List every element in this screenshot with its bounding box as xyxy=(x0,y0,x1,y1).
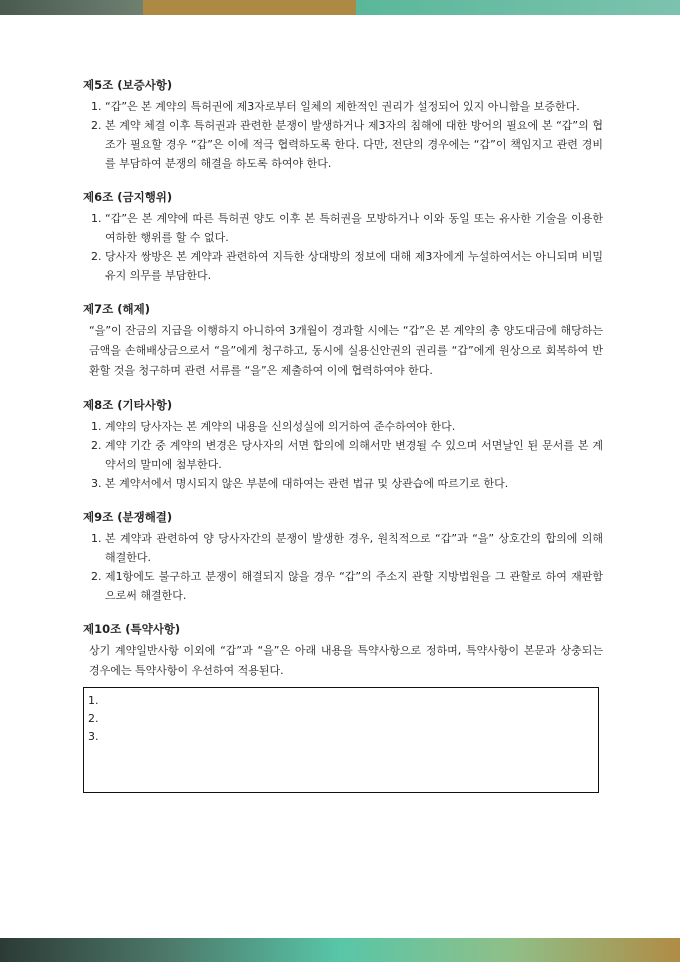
list-item: 1. 계약의 당사자는 본 계약의 내용을 신의성실에 의거하여 준수하여야 한다. xyxy=(105,417,603,436)
article-5 xyxy=(83,77,603,173)
special-terms-list xyxy=(84,692,598,746)
article-7-heading: 제7조 (해제) xyxy=(83,302,150,316)
bottom-gradient-bar xyxy=(0,938,680,962)
article-6-list xyxy=(83,209,603,285)
article-10 xyxy=(83,621,603,793)
article-9 xyxy=(83,509,603,605)
article-6-heading: 제6조 (금지행위) xyxy=(83,190,173,204)
article-10-heading: 제10조 (특약사항) xyxy=(83,622,181,636)
top-color-bar xyxy=(0,0,680,15)
list-item: 1. 본 계약과 관련하여 양 당사자간의 분쟁이 발생한 경우, 원칙적으로 “갑”과 “을” 상호간의 합의에 의해 해결한다. xyxy=(105,529,603,567)
list-item: 1. “갑”은 본 계약에 따른 특허권 양도 이후 본 특허권을 모방하거나 이와 동일 또는 유사한 기술을 이용한 여하한 행위를 할 수 없다. xyxy=(105,209,603,247)
list-item: 2. 계약 기간 중 계약의 변경은 당사자의 서면 합의에 의해서만 변경될 수 있으며 서면날인 된 문서를 본 계약서의 말미에 첨부한다. xyxy=(105,436,603,474)
special-term-item[interactable] xyxy=(102,728,598,746)
article-7-paragraph: “을”이 잔금의 지급을 이행하지 아니하여 3개월이 경과할 시에는 “갑”은 본 계약의 총 양도대금에 해당하는 금액을 손해배상금으로서 “을”에게 청구하고, 동시에 실용신안권의 권리를 “갑”에게 원상으로 회복하여 반환할 것을 청구하며 관련 서류를 “을”은 제출하여 이에 협력하여야 한다. xyxy=(89,324,603,377)
list-item: 2. 제1항에도 불구하고 분쟁이 해결되지 않을 경우 “갑”의 주소지 관할 지방법원을 그 관할로 하여 재판함으로써 해결한다. xyxy=(105,567,603,605)
article-9-list xyxy=(83,529,603,605)
top-bar-gold-segment xyxy=(143,0,356,15)
article-8-list xyxy=(83,417,603,493)
article-8-heading: 제8조 (기타사항) xyxy=(83,398,173,412)
list-item: 2. 본 계약 체결 이후 특허권과 관련한 분쟁이 발생하거나 제3자의 침해에 대한 방어의 필요에 본 “갑”의 협조가 필요할 경우 “갑”은 이에 적극 협력하도록 한다. 다만, 전단의 경우에는 “갑”이 책임지고 관련 경비를 부담하여 분쟁의 해결을 하도록 하여야 한다. xyxy=(105,116,603,173)
special-terms-box[interactable] xyxy=(83,687,599,793)
article-6 xyxy=(83,189,603,285)
article-9-heading: 제9조 (분쟁해결) xyxy=(83,510,173,524)
article-10-paragraph: 상기 계약일반사항 이외에 “갑”과 “을”은 아래 내용을 특약사항으로 정하며, 특약사항이 본문과 상충되는 경우에는 특약사항이 우선하여 적용된다. xyxy=(89,644,603,677)
special-term-item[interactable] xyxy=(102,692,598,710)
top-bar-dark-segment xyxy=(0,0,143,15)
special-term-item[interactable] xyxy=(102,710,598,728)
article-5-heading: 제5조 (보증사항) xyxy=(83,78,173,92)
article-5-list xyxy=(83,97,603,173)
top-bar-teal-segment xyxy=(356,0,680,15)
article-7 xyxy=(83,301,603,381)
article-8 xyxy=(83,397,603,493)
list-item: 1. “갑”은 본 계약의 특허권에 제3자로부터 일체의 제한적인 권리가 설정되어 있지 아니함을 보증한다. xyxy=(105,97,603,116)
document-body xyxy=(83,77,603,809)
list-item: 3. 본 계약서에서 명시되지 않은 부분에 대하여는 관련 법규 및 상관습에 따르기로 한다. xyxy=(105,474,603,493)
list-item: 2. 당사자 쌍방은 본 계약과 관련하여 지득한 상대방의 정보에 대해 제3자에게 누설하여서는 아니되며 비밀유지 의무를 부담한다. xyxy=(105,247,603,285)
